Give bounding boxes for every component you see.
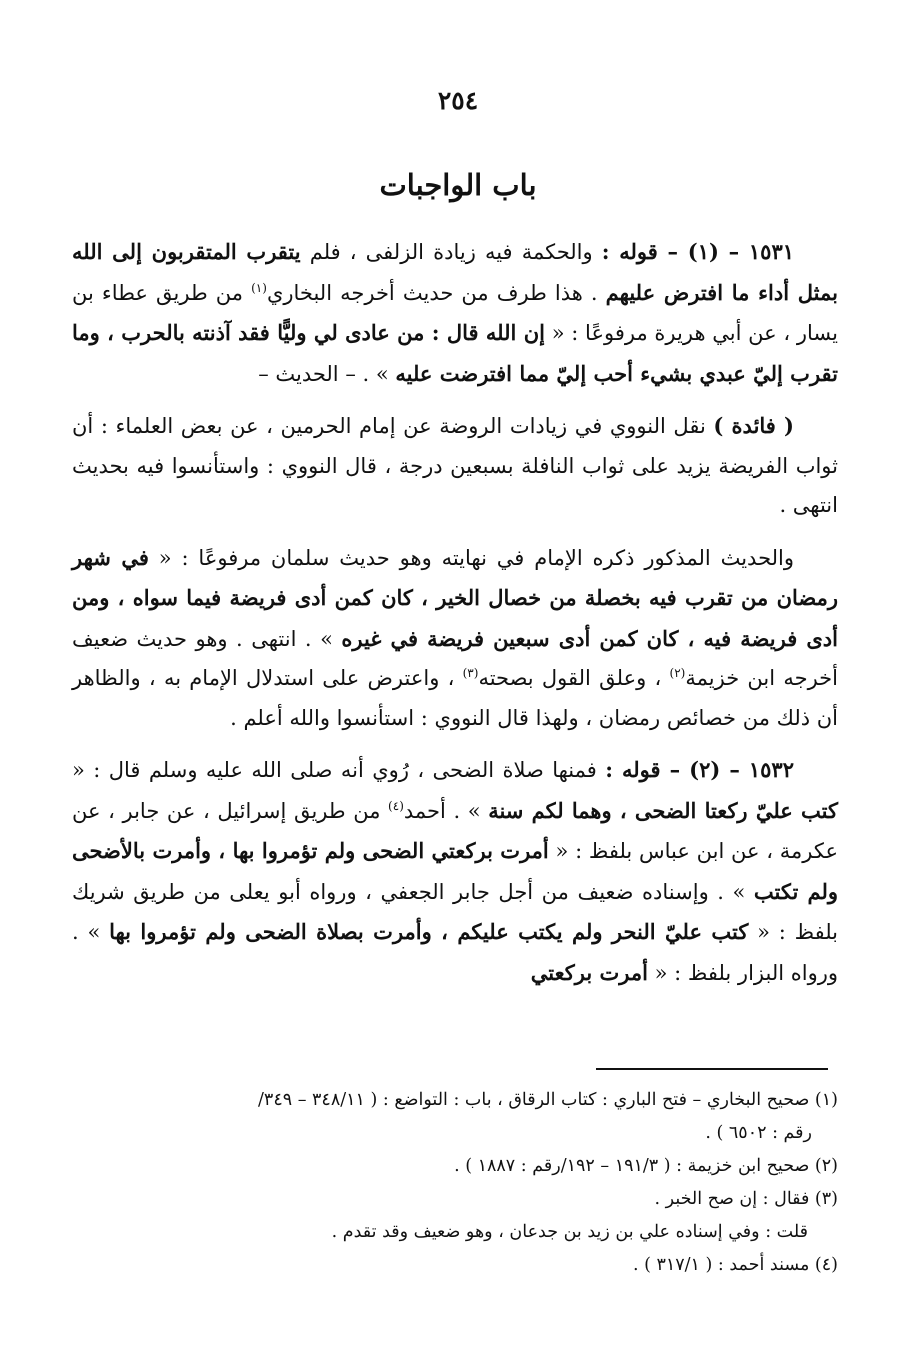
p4-text-4: » . وإسناده ضعيف من أجل جابر الجعفي ، ورواه أبو يعلى من طريق شريك بلفظ : « bbox=[72, 879, 838, 944]
footnote-ref-3: (٣) bbox=[462, 666, 479, 680]
p1-text-3: من طريق عطاء بن يسار ، عن أبي هريرة مرفوعًا : « bbox=[72, 280, 838, 345]
p3-text-3: ، وعلق القول بصحته bbox=[478, 666, 670, 690]
paragraph-hadith-salman bbox=[72, 538, 838, 739]
footnote-2: (٢) صحيح ابن خزيمة : ( ١٩١/٣ – ١٩٢/رقم : ١٨٨٧ ) . bbox=[454, 1156, 838, 1176]
footnote-ref-4: (٤) bbox=[388, 798, 404, 813]
p4-bold-2: أمرت بركعتي الضحى ولم تؤمروا بها ، وأمرت بالأضحى ولم تكتب bbox=[72, 838, 838, 904]
p4-text-5: » . ورواه البزار بلفظ : « bbox=[72, 920, 838, 985]
p3-bold-1: في شهر رمضان من تقرب فيه بخصلة من خصال الخير ، كان كمن أدى فريضة فيما سواه ، ومن أدى فريضة فيه ، كان كمن أدى سبعين فريضة في غيره bbox=[72, 544, 838, 651]
footnote-1-continuation: رقم : ٦٥٠٢ ) . bbox=[705, 1123, 812, 1143]
paragraph-faida bbox=[72, 406, 838, 526]
p1-bold-2: إن الله قال : من عادى لي وليًّا فقد آذنته بالحرب ، وما تقرب إليّ عبدي بشيء أحب إليّ مما افترضت عليه bbox=[72, 320, 838, 386]
footnote-separator bbox=[596, 1068, 828, 1070]
p1-bold-1: يتقرب المتقربون إلى الله بمثل أداء ما افترض عليهم bbox=[72, 239, 838, 305]
paragraph-1531 bbox=[72, 232, 838, 394]
entry-number-1531: ١٥٣١ – (١) – قوله : bbox=[601, 239, 795, 264]
p1-text-1: والحكمة فيه زيادة الزلفى ، فلم bbox=[300, 240, 602, 264]
p4-bold-1: كتب عليّ ركعتا الضحى ، وهما لكم سنة bbox=[488, 797, 838, 823]
p1-text-4: » . – الحديث – bbox=[258, 361, 396, 386]
p1-text-2: . هذا طرف من حديث أخرجه البخاري bbox=[266, 280, 606, 305]
footnotes bbox=[72, 1084, 838, 1282]
p3-text-4: ، واعترض على استدلال الإمام به ، والظاهر أن ذلك من خصائص رمضان ، ولهذا قال النووي : استأنسوا والله أعلم . bbox=[72, 666, 838, 730]
footnote-ref-1: (١) bbox=[251, 280, 267, 295]
chapter-title: باب الواجبات bbox=[379, 168, 537, 202]
entry-number-1532: ١٥٣٢ – (٢) – قوله : bbox=[605, 757, 794, 782]
footnote-3-comment: قلت : وفي إسناده علي بن زيد بن جدعان ، وهو ضعيف وقد تقدم . bbox=[331, 1222, 808, 1242]
paragraph-1532 bbox=[72, 750, 838, 993]
footnote-1: (١) صحيح البخاري – فتح الباري : كتاب الرقاق ، باب : التواضع : ( ٣٤٨/١١ – ٣٤٩/ bbox=[258, 1090, 838, 1110]
p4-text-3: من طريق إسرائيل ، عن جابر ، عن عكرمة ، عن ابن عباس بلفظ : « bbox=[72, 798, 839, 863]
p4-text-2: » . أحمد bbox=[403, 798, 489, 823]
p3-text-1: والحديث المذكور ذكره الإمام في نهايته وهو حديث سلمان مرفوعًا : « bbox=[148, 545, 794, 570]
footnote-3: (٣) فقال : إن صح الخبر . bbox=[654, 1189, 838, 1209]
p2-text-1: نقل النووي في زيادات الروضة عن إمام الحرمين ، عن بعض العلماء : أن ثواب الفريضة يزيد على ثواب النافلة بسبعين درجة ، قال النووي : واستأنسوا فيه بحديث انتهى . bbox=[72, 414, 839, 517]
page-number: ٢٥٤ bbox=[437, 86, 479, 115]
p4-bold-3: كتب عليّ النحر ولم يكتب عليكم ، وأمرت بصلاة الضحى ولم تؤمروا بها bbox=[109, 919, 749, 944]
footnote-4: (٤) مسند أحمد : ( ٣١٧/١ ) . bbox=[632, 1255, 838, 1275]
p3-text-2: » . انتهى . وهو حديث ضعيف أخرجه ابن خزيمة bbox=[72, 626, 838, 690]
faida-label: ( فائدة ) bbox=[713, 413, 794, 438]
p4-text-1: فمنها صلاة الضحى ، رُوي أنه صلى الله عليه وسلم قال : « bbox=[72, 758, 606, 782]
p4-bold-4: أمرت بركعتي bbox=[530, 959, 648, 985]
footnote-ref-2: (٢) bbox=[669, 666, 686, 680]
main-text bbox=[72, 232, 838, 993]
